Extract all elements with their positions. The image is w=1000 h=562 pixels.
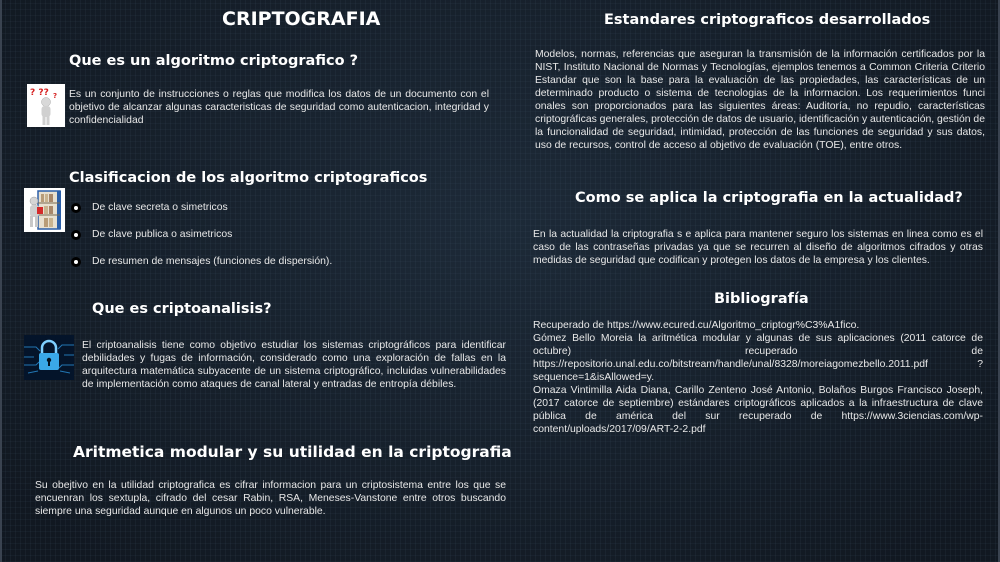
- list-item: De clave secreta o simetricos: [72, 194, 332, 221]
- section-heading-algoritmo: Que es un algoritmo criptografico ?: [69, 53, 359, 69]
- section-heading-bibliografia: Bibliografía: [714, 291, 809, 307]
- clasificacion-list: [72, 194, 332, 275]
- bookshelf-person-icon: [24, 188, 65, 232]
- aritmetica-description: Su obejtivo en la utilidad criptografica es cifrar informacion para un criptosistema entre los que se encuenran los sextupla, cifrado del cesar Rabin, RSA, Meneses-Vanstone entre otros buscando siempre una seguridad aunque en algunos un poco vulnerable.: [35, 480, 506, 517]
- list-item: De clave publica o asimetricos: [72, 221, 332, 248]
- question-person-icon: [27, 84, 65, 127]
- bullet-icon: [72, 231, 80, 239]
- actualidad-description: En la actualidad la criptografia s e aplica para mantener seguro los sistemas en linea como es el caso de las contraseñas privadas ya que se recurren al diseño de algoritmos cifrados y otras medidas de seguridad que codifican y protegen los datos de la empresa y los clientes.: [533, 229, 983, 266]
- bibliography-list: [533, 319, 983, 436]
- bibliography-entry: Gómez Bello Moreia la aritmética modular y algunas de sus aplicaciones (2011 catorce de octubre) recuperado de https://repositorio.unal.edu.co/bitstream/handle/unal/8328/moreiagomezbello.2011.pdf ?sequence=1&isAllowed=y.: [533, 333, 983, 383]
- section-heading-criptoanalisis: Que es criptoanalisis?: [92, 301, 272, 317]
- bullet-icon: [72, 258, 80, 266]
- section-heading-clasificacion: Clasificacion de los algoritmo criptograficos: [69, 170, 428, 186]
- bullet-icon: [72, 204, 80, 212]
- list-item: De resumen de mensajes (funciones de dispersión).: [72, 248, 332, 275]
- page-title: CRIPTOGRAFIA: [222, 8, 381, 30]
- algoritmo-description: Es un conjunto de instrucciones o reglas que modifica los datos de un documento con el objetivo de alcanzar algunas caracteristicas de seguridad como autenticacion, integridad y confidencialidad: [69, 89, 489, 126]
- section-heading-actualidad: Como se aplica la criptografia en la actualidad?: [575, 190, 963, 206]
- svg-text:?: ?: [53, 92, 58, 100]
- estandares-description: Modelos, normas, referencias que aseguran la transmisión de la información certificados por la NIST, Instituto Nacional de Normas y Tecnologías, ejemplos tenemos a Common Criteria Criterio Estandar que son la base para la evaluación de las propiedades, las características de un determinado producto o sistema de tecnologias de la informacion. Los requerimientos funci onales son proporcionados para las siguientes áreas: Auditoría, no repudio, características criptográficas generales, protección de datos de usuario, identificación y autenticación, gestión de la funcionalidad de seguridad, intimidad, protección de las funciones de seguridad y sus datos, uso de recursos, control de acceso al objetivo de evaluación (TOE), entre otros.: [535, 49, 985, 151]
- svg-text:? ??: ? ??: [30, 88, 49, 98]
- padlock-circuit-icon: [24, 335, 74, 380]
- section-heading-aritmetica: Aritmetica modular y su utilidad en la criptografia: [73, 443, 512, 461]
- criptoanalisis-description: El criptoanalisis tiene como objetivo estudiar los sistemas criptográficos para identificar debilidades y fugas de información, considerado como una exploración de fallas en la arquitectura matemática subyacente de un sistema criptográfico, incluidas vulnerabilidades de implementación como ataques de canal lateral y entradas de entropía débiles.: [82, 340, 506, 390]
- bibliography-entry: Recuperado de https://www.ecured.cu/Algoritmo_criptogr%C3%A1fico.: [533, 320, 860, 331]
- section-heading-estandares: Estandares criptograficos desarrollados: [604, 12, 931, 28]
- bibliography-entry: Omaza Vintimilla Aida Diana, Carillo Zenteno José Antonio, Bolaños Burgos Francisco Joseph, (2017 catorce de septiembre) estándares criptográficos aplicados a la infraestructura de clave pública de américa del sur recuperado de https://www.3ciencias.com/wp-content/uploads/2017/09/ART-2-2.pdf: [533, 385, 983, 435]
